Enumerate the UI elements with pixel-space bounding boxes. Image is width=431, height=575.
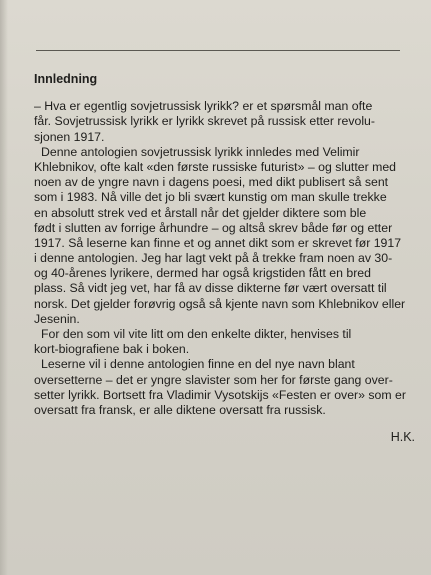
text-line: født i slutten av forrige århundre – og altså skrev både før og etter: [34, 220, 393, 235]
paragraph-lines: [34, 99, 404, 418]
author-signature: H.K.: [390, 430, 415, 444]
text-line: 1917. Så leserne kan finne et og annet dikt som er skrevet før 1917: [34, 235, 402, 250]
text-line: Khlebnikov, ofte kalt «den første russiske futurist» – og slutter med: [34, 159, 397, 174]
text-line: – Hva er egentlig sovjetrussisk lyrikk? er et spørsmål man ofte: [34, 99, 373, 114]
text-line: en absolutt strek ved et årstall når det gjelder diktere som ble: [34, 205, 367, 220]
text-line: og 40-årenes lyrikere, dermed har også krigstiden fått en bred: [34, 266, 371, 281]
text-line: For den som vil vite litt om den enkelte dikter, henvises til: [41, 327, 352, 342]
section-heading: Innledning: [34, 72, 98, 86]
page-gutter-shadow: [0, 0, 8, 575]
text-line: oversetterne – det er yngre slavister som her for første gang over-: [34, 372, 393, 387]
text-line: kort-biografiene bak i boken.: [34, 342, 190, 357]
text-line: sjonen 1917.: [34, 129, 105, 144]
text-line: oversatt fra fransk, er alle diktene oversatt fra russisk.: [34, 402, 326, 417]
text-line: får. Sovjetrussisk lyrikk er lyrikk skrevet på russisk etter revolu-: [34, 114, 375, 129]
text-line: i denne antologien. Jeg har lagt vekt på å trekke fram noen av 30-: [34, 251, 393, 266]
text-line: plass. Så vidt jeg vet, har få av disse dikterne før vært oversatt til: [34, 281, 387, 296]
header-rule: [36, 50, 400, 51]
text-line: Jesenin.: [34, 311, 80, 326]
text-line: norsk. Det gjelder forøvrig også så kjente navn som Khlebnikov eller: [34, 296, 406, 311]
text-line: noen av de yngre navn i dagens poesi, med dikt publisert så sent: [34, 175, 389, 190]
body-text: [34, 72, 404, 418]
text-line: Leserne vil i denne antologien finne en del nye navn blant: [41, 357, 355, 372]
text-line: som i 1983. Nå ville det jo bli svært kunstig om man skulle trekke: [34, 190, 387, 205]
text-line: setter lyrikk. Bortsett fra Vladimir Vysotskijs «Festen er over» som er: [34, 387, 406, 402]
text-line: Denne antologien sovjetrussisk lyrikk innledes med Velimir: [41, 144, 360, 159]
